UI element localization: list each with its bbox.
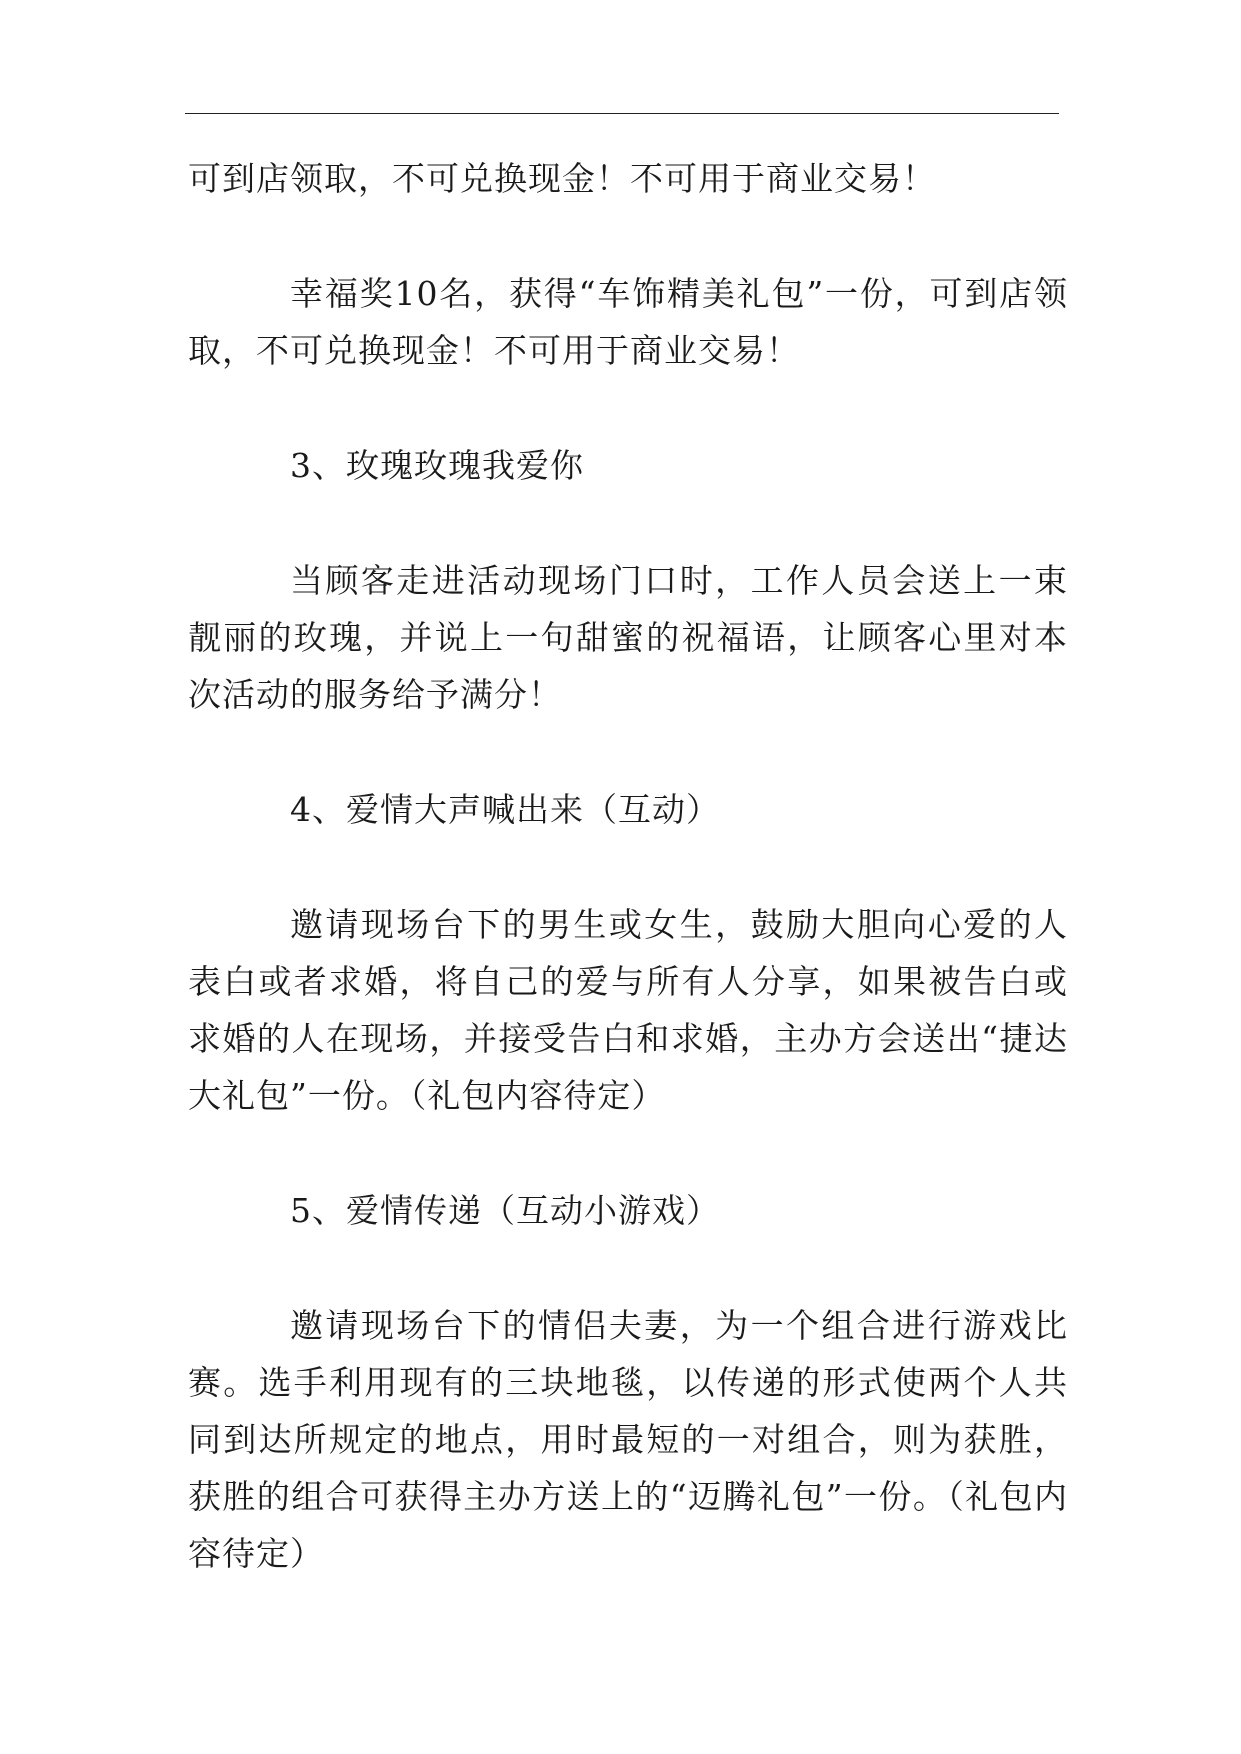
paragraph-love-relay-description: 邀请现场台下的情侣夫妻，为一个组合进行游戏比赛。选手利用现有的三块地毯，以传递的形式使两个人共同到达所规定的地点，用时最短的一对组合，则为获胜，获胜的组合可获得主办方送上的“迈腾礼包”一份。（礼包内容待定）: [188, 1306, 1068, 1573]
section-heading-love-relay: 5、爱情传递（互动小游戏）: [290, 1191, 720, 1230]
paragraph-shout-love-description: 邀请现场台下的男生或女生，鼓励大胆向心爱的人表白或者求婚，将自己的爱与所有人分享，如果被告白或求婚的人在现场，并接受告白和求婚，主办方会送出“捷达大礼包”一份。（礼包内容待定）: [188, 905, 1068, 1115]
document-body: [188, 150, 1068, 1582]
paragraph-rose-description: 当顾客走进活动现场门口时，工作人员会送上一束靓丽的玫瑰，并说上一句甜蜜的祝福语，让顾客心里对本次活动的服务给予满分！: [188, 561, 1068, 714]
section-heading-shout-love: 4、爱情大声喊出来（互动）: [290, 790, 720, 829]
header-rule: [185, 113, 1059, 114]
paragraph-happiness-prize: 幸福奖10名，获得“车饰精美礼包”一份，可到店领取，不可兑换现金！不可用于商业交易！: [188, 274, 1068, 370]
paragraph-prize-continuation: 可到店领取，不可兑换现金！不可用于商业交易！: [188, 159, 936, 198]
section-heading-rose: 3、玫瑰玫瑰我爱你: [290, 446, 584, 485]
